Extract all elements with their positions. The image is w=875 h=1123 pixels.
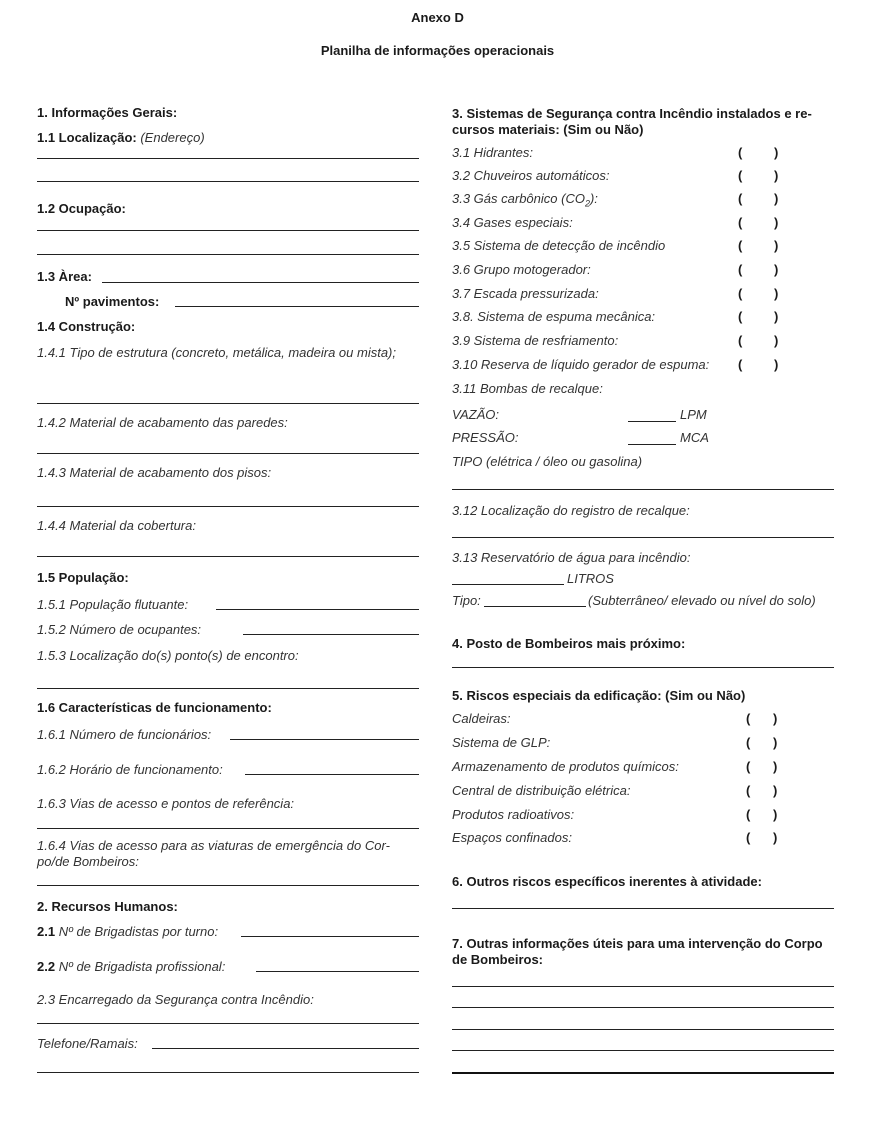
pressure-unit: MCA — [680, 430, 709, 445]
brigadists-num: 2.1 — [37, 924, 56, 939]
hours-field[interactable] — [245, 774, 419, 775]
structure-type-label: 1.4.1 Tipo de estrutura (concreto, metálica, madeira ou mista); — [37, 345, 396, 360]
floors-label: Nº pavimentos: — [65, 294, 160, 309]
item-3-7: 3.7 Escada pressurizada: — [452, 286, 599, 301]
item-5-1: Caldeiras: — [452, 711, 511, 726]
pro-brigadist-row — [37, 959, 225, 975]
brigadists-label: Nº de Brigadistas por turno: — [58, 924, 219, 939]
item-3-1: 3.1 Hidrantes: — [452, 145, 533, 160]
item-3-8: 3.8. Sistema de espuma mecânica: — [452, 309, 656, 324]
section-4-title: 4. Posto de Bombeiros mais próximo: — [452, 636, 686, 651]
construction-label: 1.4 Construção: — [37, 319, 136, 334]
meeting-point-label: 1.5.3 Localização do(s) ponto(s) de encontro: — [37, 648, 299, 663]
section-2-title: 2. Recursos Humanos: — [37, 899, 178, 914]
phone-field-2[interactable] — [37, 1072, 419, 1073]
area-field[interactable] — [102, 282, 419, 283]
area-label: 1.3 Àrea: — [37, 269, 92, 284]
floating-population-field[interactable] — [216, 609, 419, 610]
reservoir-type-field[interactable] — [484, 606, 586, 607]
safety-officer-label: 2.3 Encarregado da Segurança contra Incêndio: — [37, 992, 314, 1007]
phone-label: Telefone/Ramais: — [37, 1036, 138, 1051]
item-5-2: Sistema de GLP: — [452, 735, 551, 750]
other-info-line-2[interactable] — [452, 1007, 834, 1008]
item-3-6: 3.6 Grupo motogerador: — [452, 262, 591, 277]
occupation-line-2[interactable] — [37, 254, 419, 255]
roof-material-label: 1.4.4 Material da cobertura: — [37, 518, 196, 533]
section-7-title: 7. Outras informações úteis para uma intervenção do Corpo de Bombeiros: — [452, 936, 823, 967]
location-label: 1.1 Localização: — [37, 130, 137, 145]
section-6-title: 6. Outros riscos específicos inerentes à atividade: — [452, 874, 762, 889]
item-3-3: 3.3 Gás carbônico $(CO_2)$: — [452, 191, 598, 209]
location-label-row — [37, 130, 205, 146]
pump-type-field[interactable] — [452, 489, 834, 490]
other-risks-field[interactable] — [452, 908, 834, 909]
pro-brigadist-num: 2.2 — [37, 959, 56, 974]
roof-material-field[interactable] — [37, 556, 419, 557]
other-info-line-4[interactable] — [452, 1050, 834, 1051]
section-3-title: 3. Sistemas de Segurança contra Incêndio instalados e re-cursos materiais: (Sim ou Não) — [452, 106, 812, 137]
phone-field[interactable] — [152, 1048, 419, 1049]
flow-unit: LPM — [680, 407, 707, 422]
employees-field[interactable] — [230, 739, 419, 740]
meeting-point-field[interactable] — [37, 688, 419, 689]
floors-material-field[interactable] — [37, 506, 419, 507]
emergency-access-label: 1.6.4 Vias de acesso para as viaturas de emergência do Cor-po/de Bombeiros: — [37, 838, 390, 869]
annex-title: Anexo D — [411, 10, 464, 25]
reservoir-type-label: Tipo: — [452, 593, 481, 608]
pro-brigadist-field[interactable] — [256, 971, 419, 972]
pumps-label: 3.11 Bombas de recalque: — [452, 381, 603, 396]
location-line-2[interactable] — [37, 181, 419, 182]
item-5-3: Armazenamento de produtos químicos: — [452, 759, 679, 774]
employees-label: 1.6.1 Número de funcionários: — [37, 727, 212, 742]
pro-brigadist-label: Nº de Brigadista profissional: — [58, 959, 226, 974]
safety-officer-field[interactable] — [37, 1023, 419, 1024]
pump-type-label: TIPO (elétrica / óleo ou gasolina) — [452, 454, 643, 469]
pressure-field[interactable] — [628, 444, 676, 445]
reservoir-volume-field[interactable] — [452, 584, 564, 585]
page-title: Planilha de informações operacionais — [320, 43, 555, 58]
item-3-10: 3.10 Reserva de líquido gerador de espuma: — [452, 357, 710, 372]
item-3-4: 3.4 Gases especiais: — [452, 215, 573, 230]
location-line-1[interactable] — [37, 158, 419, 159]
item-5-4: Central de distribuição elétrica: — [452, 783, 631, 798]
population-label: 1.5 População: — [37, 570, 129, 585]
flow-label: VAZÃO: — [452, 407, 499, 422]
occupation-label: 1.2 Ocupação: — [37, 201, 126, 216]
item-3-5: 3.5 Sistema de detecção de incêndio — [452, 238, 666, 253]
walls-material-label: 1.4.2 Material de acabamento das paredes: — [37, 415, 288, 430]
hydrant-register-field[interactable] — [452, 537, 834, 538]
location-hint: (Endereço) — [140, 130, 205, 145]
occupants-field[interactable] — [243, 634, 419, 635]
item-5-5: Produtos radioativos: — [452, 807, 575, 822]
fire-station-field[interactable] — [452, 667, 834, 668]
reservoir-type-hint: (Subterrâneo/ elevado ou nível do solo) — [588, 593, 816, 608]
occupants-label: 1.5.2 Número de ocupantes: — [37, 622, 202, 637]
section-5-title: 5. Riscos especiais da edificação: (Sim ou Não) — [452, 688, 746, 703]
occupation-line-1[interactable] — [37, 230, 419, 231]
structure-type-field[interactable] — [37, 403, 419, 404]
other-info-line-3[interactable] — [452, 1029, 834, 1030]
hydrant-register-label: 3.12 Localização do registro de recalque: — [452, 503, 690, 518]
item-5-6: Espaços confinados: — [452, 830, 572, 845]
operation-label: 1.6 Características de funcionamento: — [37, 700, 272, 715]
item-3-9: 3.9 Sistema de resfriamento: — [452, 333, 619, 348]
walls-material-field[interactable] — [37, 453, 419, 454]
other-info-line-1[interactable] — [452, 986, 834, 987]
access-label: 1.6.3 Vias de acesso e pontos de referência: — [37, 796, 295, 811]
floating-population-label: 1.5.1 População flutuante: — [37, 597, 189, 612]
other-info-line-5[interactable] — [452, 1072, 834, 1074]
access-field[interactable] — [37, 828, 419, 829]
flow-field[interactable] — [628, 421, 676, 422]
reservoir-unit: LITROS — [567, 571, 614, 586]
emergency-access-field[interactable] — [37, 885, 419, 886]
brigadists-field[interactable] — [241, 936, 419, 937]
pressure-label: PRESSÃO: — [452, 430, 519, 445]
floors-material-label: 1.4.3 Material de acabamento dos pisos: — [37, 465, 272, 480]
floors-field[interactable] — [175, 306, 419, 307]
hours-label: 1.6.2 Horário de funcionamento: — [37, 762, 223, 777]
section-1-title: 1. Informações Gerais: — [37, 105, 178, 120]
reservoir-label: 3.13 Reservatório de água para incêndio: — [452, 550, 691, 565]
item-3-2: 3.2 Chuveiros automáticos: — [452, 168, 610, 183]
brigadists-row — [37, 924, 218, 940]
